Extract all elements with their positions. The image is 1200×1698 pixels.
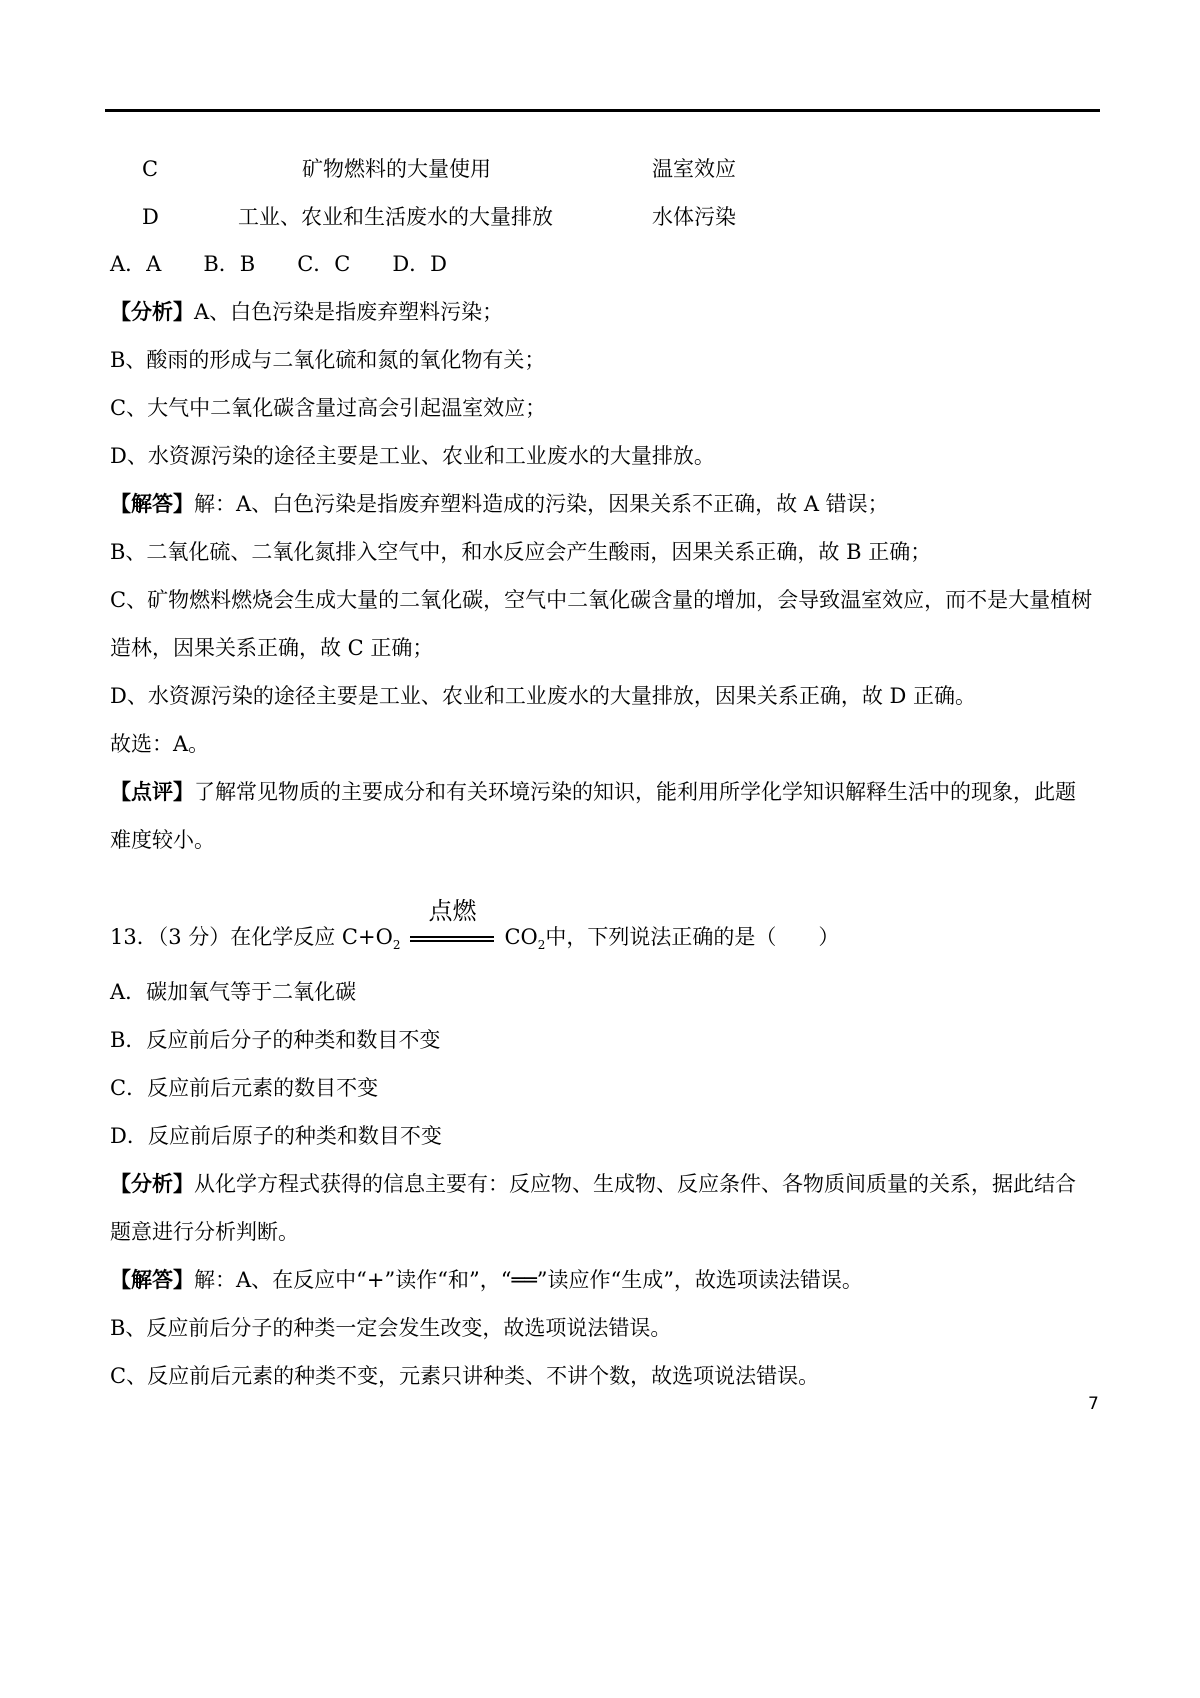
q12-answer-text-1: 解：A、白色污染是指废弃塑料造成的污染，因果关系不正确，故 A 错误；: [194, 492, 889, 516]
q12-comment-tag: 【点评】: [110, 779, 194, 804]
q12-answer-line-3: C、矿物燃料燃烧会生成大量的二氧化碳，空气中二氧化碳含量的增加，会导致温室效应，而不是大量植树: [110, 588, 1093, 612]
table-row-d-option: D: [142, 205, 159, 229]
q12-analysis-tag: 【分析】: [110, 299, 194, 324]
table-row-c-effect: 温室效应: [652, 157, 736, 181]
q12-answer-line-1: [110, 489, 889, 519]
table-row-d-effect: 水体污染: [652, 205, 736, 229]
table-row-c-option: C: [142, 157, 159, 181]
q12-comment-line-1: [110, 777, 1076, 807]
q12-analysis-text-1: A、白色污染是指废弃塑料污染；: [194, 300, 504, 324]
q12-comment-text-1: 了解常见物质的主要成分和有关环境污染的知识，能利用所学化学知识解释生活中的现象，此题: [194, 780, 1076, 804]
q12-analysis-line-4: D、水资源污染的途径主要是工业、农业和工业废水的大量排放。: [110, 444, 715, 468]
q13-answer-line-2: B、反应前后分子的种类一定会发生改变，故选项说法错误。: [110, 1316, 672, 1340]
q13-answer-tag: 【解答】: [110, 1267, 194, 1292]
q13-answer-line-3: C、反应前后元素的种类不变，元素只讲种类、不讲个数，故选项说法错误。: [110, 1364, 820, 1388]
q12-answer-line-5: D、水资源污染的途径主要是工业、农业和工业废水的大量排放，因果关系正确，故 D 正确。: [110, 684, 977, 708]
q13-sub-co2: 2: [537, 938, 546, 953]
q12-answer-line-2: B、二氧化硫、二氧化氮排入空气中，和水反应会产生酸雨，因果关系正确，故 B 正确；: [110, 540, 932, 564]
q13-stem-prefix: 13．（3 分）在化学反应 C+O: [110, 925, 393, 949]
equals-bar-top: [410, 936, 494, 938]
q13-stem-suffix: 中，下列说法正确的是（ ）: [545, 925, 840, 949]
equals-bar-bottom: [410, 940, 494, 942]
q13-option-a: A．碳加氧气等于二氧化碳: [110, 980, 357, 1004]
table-row-c-cause: 矿物燃料的大量使用: [302, 157, 491, 181]
q13-analysis-tag: 【分析】: [110, 1171, 194, 1196]
q13-option-b: B．反应前后分子的种类和数目不变: [110, 1028, 441, 1052]
q12-answer-line-4: 造林，因果关系正确，故 C 正确；: [110, 636, 434, 660]
q13-analysis-line-1: [110, 1169, 1076, 1199]
q12-analysis-line-3: C、大气中二氧化碳含量过高会引起温室效应；: [110, 396, 547, 420]
q13-product: CO: [504, 925, 538, 949]
q13-answer-text-1: 解：A、在反应中“+”读作“和”，“══”读应作“生成”，故选项读法错误。: [194, 1268, 863, 1292]
header-rule: [105, 109, 1100, 112]
q13-analysis-text-1: 从化学方程式获得的信息主要有：反应物、生成物、反应条件、各物质间质量的关系，据此结合: [194, 1172, 1076, 1196]
q12-choices: A．A B．B C．C D．D: [110, 252, 448, 276]
q13-option-c: C．反应前后元素的数目不变: [110, 1076, 379, 1100]
q12-analysis-line-2: B、酸雨的形成与二氧化硫和氮的氧化物有关；: [110, 348, 546, 372]
reaction-condition: 点燃: [428, 897, 477, 925]
q13-answer-line-1: [110, 1265, 863, 1295]
q13-stem: [110, 897, 840, 960]
page-number: 7: [1088, 1394, 1099, 1414]
q12-answer-line-6: 故选：A。: [110, 732, 210, 756]
q13-option-d: D．反应前后原子的种类和数目不变: [110, 1124, 442, 1148]
table-row-d-cause: 工业、农业和生活废水的大量排放: [238, 205, 553, 229]
q13-sub-o2: 2: [392, 938, 401, 953]
q12-analysis-line-1: [110, 297, 503, 327]
q12-answer-tag: 【解答】: [110, 491, 194, 516]
q12-comment-line-2: 难度较小。: [110, 828, 215, 852]
reaction-arrow: [400, 897, 504, 952]
q13-analysis-line-2: 题意进行分析判断。: [110, 1220, 299, 1244]
